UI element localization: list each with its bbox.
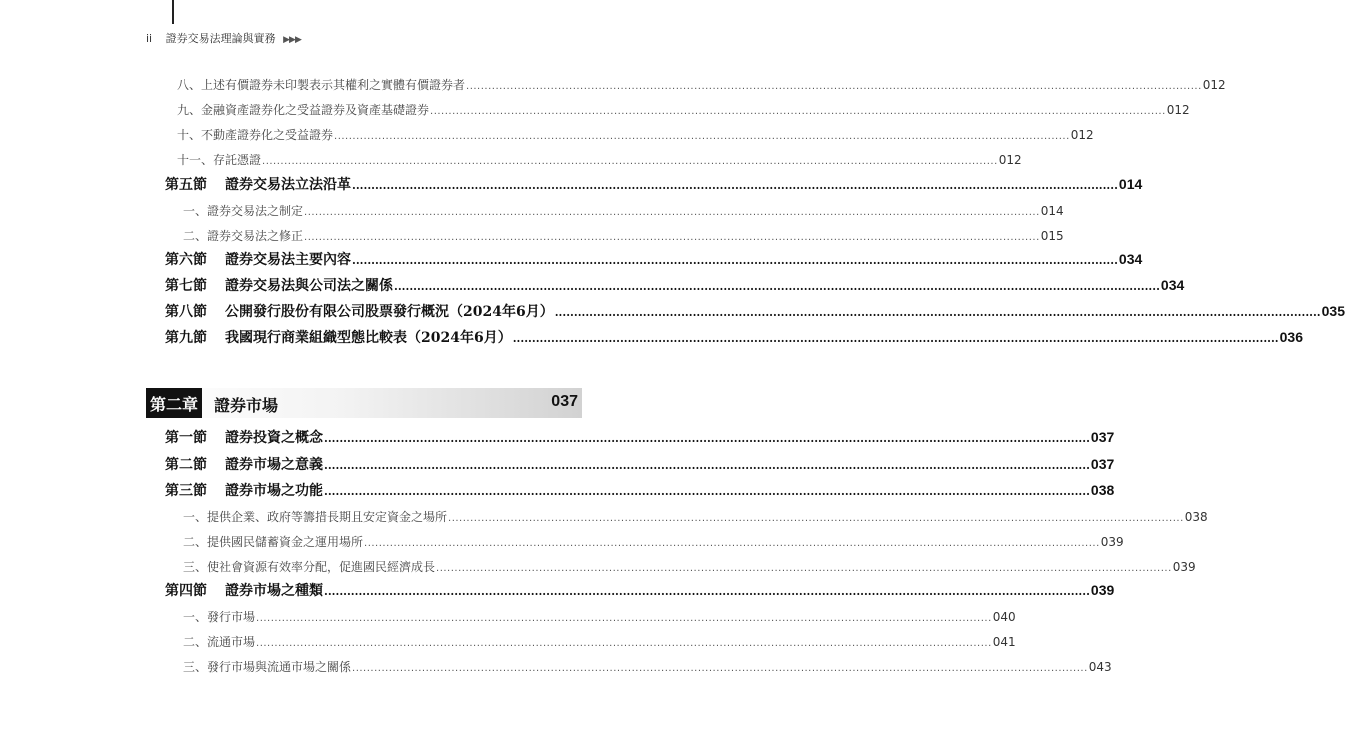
toc-entry: 八、上述有價證券未印製表示其權利之實體有價證券者 ..... 012 — [0, 76, 755, 94]
toc-entry: 一、提供企業、政府等籌措長期且安定資金之場所 ..... 038 — [0, 508, 761, 526]
toc-section-entry: 第四節 證券市場之種類 ..... 039 — [0, 580, 743, 602]
header-book-title: 證券交易法理論與實務 — [165, 32, 276, 45]
chapter-title: 證券市場 — [214, 396, 279, 415]
toc-entry: 九、金融資產證券化之受益證券及資產基礎證券 ..... 012 — [0, 101, 755, 119]
header-arrows-icon: ▶▶▶ — [283, 35, 301, 45]
toc-section-entry: 第六節 證券交易法主要內容 ..... 034 — [0, 249, 743, 271]
toc-section-entry: 第二節 證券市場之意義 ..... 037 — [0, 454, 743, 476]
running-header — [146, 30, 301, 46]
chapter-page: 037 — [551, 393, 578, 410]
toc-entry: 二、提供國民儲蓄資金之運用場所 ..... 039 — [0, 533, 761, 551]
toc-entry: 一、證券交易法之制定 ..... 014 — [0, 202, 761, 220]
chapter-label: 第二章 — [146, 388, 202, 418]
toc-section-entry: 第五節 證券交易法立法沿革 ..... 014 — [0, 174, 743, 196]
toc-section-entry: 第七節 證券交易法與公司法之關係 ..... 034 — [0, 275, 743, 297]
toc-entry: 二、證券交易法之修正 ..... 015 — [0, 227, 761, 245]
toc-entry: 十一、存託憑證 ..... 012 — [0, 151, 755, 169]
toc-entry: 二、流通市場 ..... 041 — [0, 633, 761, 651]
toc-entry: 十、不動產證券化之受益證券 ..... 012 — [0, 126, 755, 144]
chapter-heading-bar — [146, 388, 582, 418]
toc-section-entry: 第三節 證券市場之功能 ..... 038 — [0, 480, 743, 502]
toc-entry: 一、發行市場 ..... 040 — [0, 608, 761, 626]
toc-section-entry: 第八節 公開發行股份有限公司股票發行概況（2024年6月） ..... 035 — [0, 301, 743, 323]
toc-entry: 三、使社會資源有效率分配，促進國民經濟成長 ..... 039 — [0, 558, 761, 576]
header-rule — [172, 0, 174, 24]
toc-section-entry: 第一節 證券投資之概念 ..... 037 — [0, 427, 743, 449]
toc-section-entry: 第九節 我國現行商業組織型態比較表（2024年6月） ..... 036 — [0, 327, 743, 349]
toc-entry: 三、發行市場與流通市場之關係 ..... 043 — [0, 658, 761, 676]
header-page-number: ii — [146, 32, 153, 45]
